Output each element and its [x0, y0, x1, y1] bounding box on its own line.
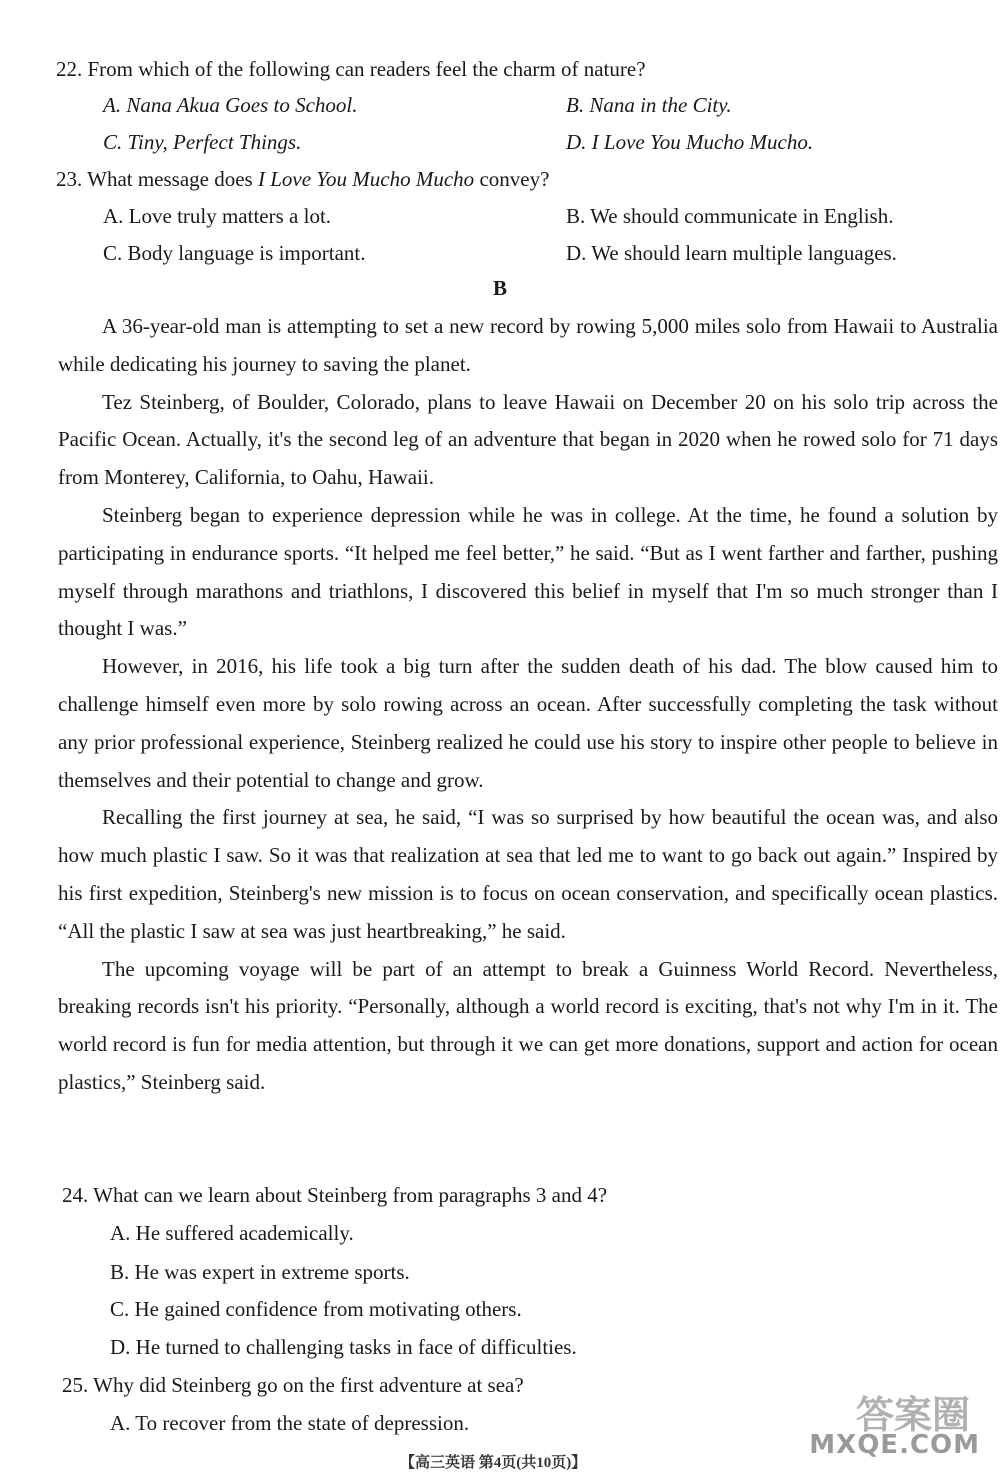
passage-paragraph: However, in 2016, his life took a big turn after the sudden death of his dad. The blow caused him to challenge himself even more by solo rowing across an ocean. After successfully completing the task without any prior professional experience, Steinberg realized he could use his story to inspire other people to believe in themselves and their potential to change and grow.	[58, 654, 998, 792]
question-25-option-a: A. To recover from the state of depression.	[110, 1411, 470, 1435]
question-23-option-c: C. Body language is important.	[103, 241, 366, 265]
question-22-option-b: B. Nana in the City.	[566, 93, 732, 117]
question-23-stem-title: I Love You Mucho Mucho	[257, 167, 475, 191]
question-24-option-d: D. He turned to challenging tasks in face of difficulties.	[110, 1335, 577, 1359]
passage-paragraph: A 36-year-old man is attempting to set a new record by rowing 5,000 miles solo from Hawaii to Australia while dedicating his journey to saving the planet.	[58, 314, 998, 376]
question-23-option-a: A. Love truly matters a lot.	[103, 204, 332, 228]
question-22-option-d: D. I Love You Mucho Mucho.	[566, 130, 814, 154]
page-footer: 【高三英语 第4页(共10页)】	[400, 1455, 587, 1471]
section-heading-b: B	[492, 276, 507, 300]
question-25-stem: 25. Why did Steinberg go on the first adventure at sea?	[62, 1373, 524, 1397]
watermark-url: MXQE.COM	[809, 1430, 980, 1460]
question-24-option-c: C. He gained confidence from motivating others.	[110, 1297, 522, 1321]
passage-b	[58, 308, 998, 1102]
question-23-stem	[56, 166, 549, 192]
passage-paragraph: Steinberg began to experience depression while he was in college. At the time, he found a solution by participating in endurance sports. “It helped me feel better,” he said. “But as I went farther and farther, pushing myself through marathons and triathlons, I discovered this belief in myself that I'm so much stronger than I thought I was.”	[58, 502, 998, 641]
question-24-option-b: B. He was expert in extreme sports.	[110, 1260, 410, 1284]
passage-paragraph: Recalling the first journey at sea, he said, “I was so surprised by how beautiful the ocean was, and also how much plastic I saw. So it was that realization at sea that led me to want to go back out again.” Inspired by his first expedition, Steinberg's new mission is to focus on ocean conservation, and specifically ocean plastics. “All the plastic I saw at sea was just heartbreaking,” he said.	[58, 805, 998, 943]
question-24-stem: 24. What can we learn about Steinberg from paragraphs 3 and 4?	[62, 1183, 608, 1207]
question-22-stem: 22. From which of the following can readers feel the charm of nature?	[56, 57, 646, 81]
watermark-logo: 答案圈	[855, 1393, 970, 1437]
question-23-option-b: B. We should communicate in English.	[566, 204, 894, 228]
passage-paragraph: Tez Steinberg, of Boulder, Colorado, plans to leave Hawaii on December 20 on his solo trip across the Pacific Ocean. Actually, it's the second leg of an adventure that began in 2020 when he rowed solo for 71 days from Monterey, California, to Oahu, Hawaii.	[58, 389, 998, 490]
question-22-option-c: C. Tiny, Perfect Things.	[103, 130, 302, 154]
question-24-option-a: A. He suffered academically.	[110, 1221, 354, 1245]
passage-paragraph: The upcoming voyage will be part of an attempt to break a Guinness World Record. Nevertheless, breaking records isn't his priority. “Personally, although a world record is exciting, that's not why I'm in it. The world record is fun for media attention, but through it we can get more donations, support and action for ocean plastics,” Steinberg said.	[58, 956, 998, 1094]
question-23-stem-pre: 23. What message does	[56, 167, 258, 191]
question-23-stem-post: convey?	[474, 167, 550, 191]
question-23-option-d: D. We should learn multiple languages.	[566, 241, 897, 265]
question-22-option-a: A. Nana Akua Goes to School.	[103, 93, 358, 117]
